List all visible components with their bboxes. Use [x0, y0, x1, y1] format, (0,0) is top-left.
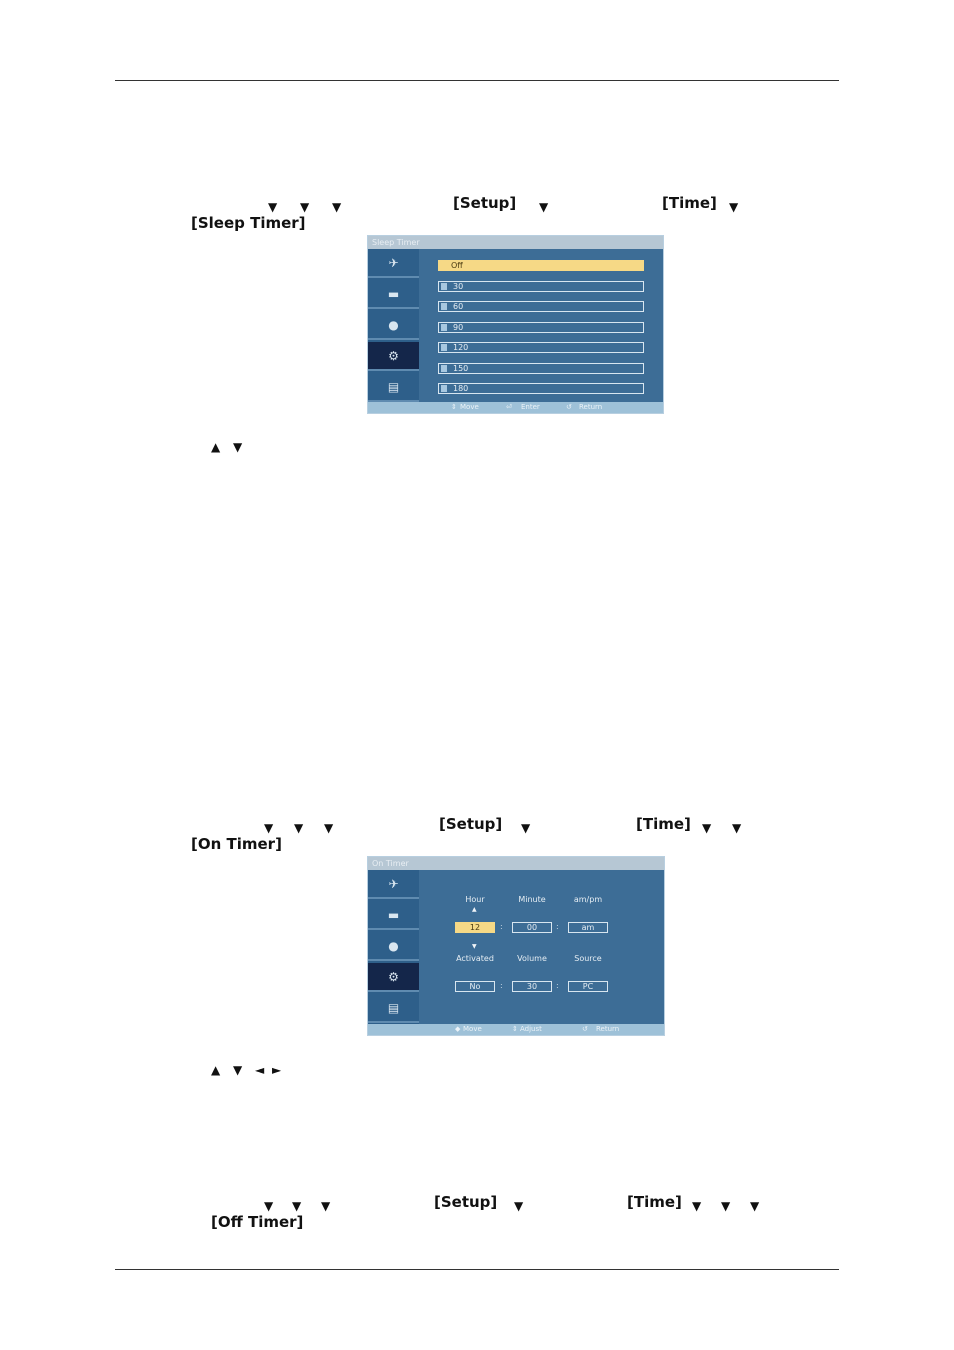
bottom-rule: [115, 1269, 839, 1270]
footer-adjust: Adjust: [520, 1025, 542, 1033]
separator: :: [500, 981, 503, 990]
top-rule: [115, 80, 839, 81]
hour-label: Hour: [465, 895, 485, 904]
sleep-option-180[interactable]: 180: [438, 383, 644, 394]
on-timer-osd: [367, 856, 665, 1036]
sleep-option-120[interactable]: 120: [438, 342, 644, 353]
down-arrow-icon: ▼: [294, 821, 304, 835]
volume-label: Volume: [517, 954, 547, 963]
down-arrow-icon: ▼: [472, 943, 477, 950]
picture-tab-icon[interactable]: ▬: [368, 280, 419, 309]
osd-sidebar: [368, 870, 419, 1024]
sleep-timer-label: [Sleep Timer]: [191, 214, 306, 232]
multi-control-tab-icon[interactable]: ▤: [368, 994, 419, 1023]
time-menu-label: [Time]: [627, 1193, 682, 1211]
setup-tab-icon[interactable]: ⚙: [368, 342, 419, 371]
input-tab-icon[interactable]: ✈: [368, 870, 419, 899]
return-icon: ↺: [566, 403, 572, 411]
down-arrow-icon: ▼: [514, 1199, 524, 1213]
footer-return: Return: [579, 403, 603, 411]
activated-field[interactable]: No: [455, 981, 495, 992]
down-arrow-icon: ▼: [233, 440, 243, 454]
separator: :: [500, 922, 503, 931]
sleep-timer-osd: [367, 235, 664, 414]
footer-enter: Enter: [521, 403, 540, 411]
down-arrow-icon: ▼: [721, 1199, 731, 1213]
osd-footer: [368, 1024, 664, 1035]
enter-icon: ⏎: [506, 403, 512, 411]
source-label: Source: [574, 954, 602, 963]
footer-return: Return: [596, 1025, 620, 1033]
sound-tab-icon[interactable]: ●: [368, 311, 419, 340]
osd-title: Sleep Timer: [368, 236, 663, 249]
down-arrow-icon: ▼: [521, 821, 531, 835]
down-arrow-icon: ▼: [268, 200, 278, 214]
minute-field[interactable]: 00: [512, 922, 552, 933]
sleep-option-90[interactable]: 90: [438, 322, 644, 333]
ampm-field[interactable]: am: [568, 922, 608, 933]
time-menu-label: [Time]: [662, 194, 717, 212]
footer-move: Move: [460, 403, 479, 411]
off-timer-label: [Off Timer]: [211, 1213, 304, 1231]
footer-move: Move: [463, 1025, 482, 1033]
down-arrow-icon: ▼: [264, 821, 274, 835]
input-tab-icon[interactable]: ✈: [368, 249, 419, 278]
ampm-label: am/pm: [573, 895, 603, 904]
volume-field[interactable]: 30: [512, 981, 552, 992]
picture-tab-icon[interactable]: ▬: [368, 901, 419, 930]
setup-menu-label: [Setup]: [439, 815, 503, 833]
up-arrow-icon: ▲: [472, 906, 477, 913]
up-down-icon: ⇕: [512, 1025, 518, 1033]
activated-label: Activated: [456, 954, 494, 963]
right-arrow-icon: ►: [272, 1063, 282, 1077]
osd-footer: [368, 402, 663, 413]
setup-tab-icon[interactable]: ⚙: [368, 963, 419, 992]
sleep-option-off[interactable]: Off: [438, 260, 644, 271]
source-field[interactable]: PC: [568, 981, 608, 992]
sleep-option-60[interactable]: 60: [438, 301, 644, 312]
sleep-option-30[interactable]: 30: [438, 281, 644, 292]
down-arrow-icon: ▼: [321, 1199, 331, 1213]
sleep-option-150[interactable]: 150: [438, 363, 644, 374]
left-arrow-icon: ◄: [255, 1063, 265, 1077]
move-icon: ⇕: [451, 403, 457, 411]
separator: :: [556, 922, 559, 931]
separator: :: [556, 981, 559, 990]
down-arrow-icon: ▼: [539, 200, 549, 214]
down-arrow-icon: ▼: [233, 1063, 243, 1077]
minute-label: Minute: [518, 895, 546, 904]
return-icon: ↺: [582, 1025, 588, 1033]
down-arrow-icon: ▼: [264, 1199, 274, 1213]
setup-menu-label: [Setup]: [453, 194, 517, 212]
down-arrow-icon: ▼: [702, 821, 712, 835]
multi-control-tab-icon[interactable]: ▤: [368, 373, 419, 402]
osd-sidebar: [368, 249, 419, 402]
down-arrow-icon: ▼: [732, 821, 742, 835]
down-arrow-icon: ▼: [324, 821, 334, 835]
osd-title: On Timer: [368, 857, 664, 870]
left-right-icon: ◆: [455, 1025, 461, 1033]
down-arrow-icon: ▼: [300, 200, 310, 214]
sound-tab-icon[interactable]: ●: [368, 932, 419, 961]
up-arrow-icon: ▲: [211, 1063, 221, 1077]
down-arrow-icon: ▼: [729, 200, 739, 214]
setup-menu-label: [Setup]: [434, 1193, 498, 1211]
down-arrow-icon: ▼: [692, 1199, 702, 1213]
down-arrow-icon: ▼: [750, 1199, 760, 1213]
hour-field[interactable]: 12: [455, 922, 495, 933]
time-menu-label: [Time]: [636, 815, 691, 833]
on-timer-label: [On Timer]: [191, 835, 282, 853]
up-arrow-icon: ▲: [211, 440, 221, 454]
down-arrow-icon: ▼: [292, 1199, 302, 1213]
down-arrow-icon: ▼: [332, 200, 342, 214]
